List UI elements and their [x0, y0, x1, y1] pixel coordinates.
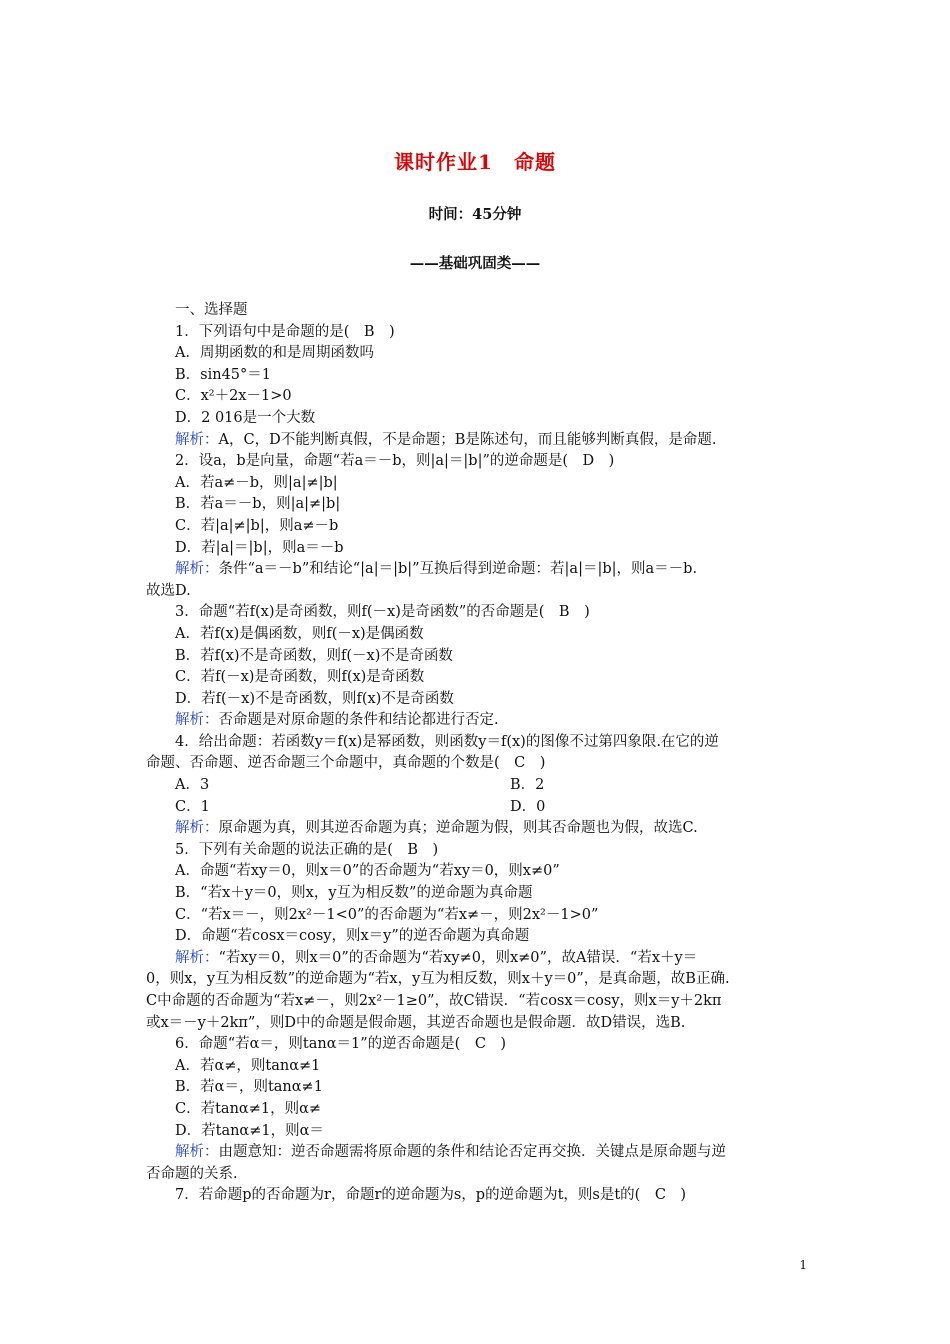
option-6a: A．若α≠，则tanα≠1 [175, 1057, 321, 1074]
option-4a: A．3 [175, 777, 210, 794]
option-4c: C．1 [175, 798, 210, 815]
question-5-stem: 5．下列有关命题的说法正确的是( B ) [175, 841, 439, 858]
analysis-6-cont: 否命题的关系. [146, 1165, 238, 1182]
option-4b: B．2 [510, 777, 545, 794]
analysis-5-cont: 或x＝－y＋2kπ”，则D中的命题是假命题，其逆否命题也是假命题．故D错误，选B. [146, 1014, 686, 1031]
time-limit: 时间：45分钟 [428, 206, 522, 223]
analysis-3: 解析：否命题是对原命题的条件和结论都进行否定. [175, 712, 499, 729]
option-1b: B．sin45°＝1 [175, 366, 271, 383]
option-3d: D．若f(－x)不是奇函数，则f(x)不是奇函数 [175, 690, 454, 707]
analysis-label: 解析： [175, 820, 219, 837]
analysis-2: 解析：条件“a＝－b”和结论“|a|＝|b|”互换后得到逆命题：若|a|＝|b|，则a＝－b. [175, 561, 698, 578]
question-7-stem: 7．若命题p的否命题为r，命题r的逆命题为s，p的逆命题为t，则s是t的( C ) [175, 1187, 687, 1204]
option-2b: B．若a＝－b，则|a|≠|b| [175, 496, 341, 513]
option-1c: C．x²＋2x－1>0 [175, 388, 292, 405]
question-4-stem-cont: 命题、否命题、逆否命题三个命题中，真命题的个数是( C ) [146, 755, 546, 772]
option-3b: B．若f(x)不是奇函数，则f(－x)不是奇函数 [175, 647, 453, 664]
options-4-row2 [146, 797, 808, 819]
analysis-label: 解析： [175, 431, 219, 448]
option-2c: C．若|a|≠|b|，则a≠－b [175, 517, 339, 534]
analysis-label: 解析： [175, 712, 219, 729]
option-5a: A．命题“若xy＝0，则x＝0”的否命题为“若xy＝0，则x≠0” [175, 863, 560, 880]
part-heading: 一、选择题 [175, 302, 248, 318]
analysis-5: 解析：“若xy＝0，则x＝0”的否命题为“若xy≠0，则x≠0”，故A错误．“若x＋y＝ [175, 949, 698, 966]
option-1a: A．周期函数的和是周期函数吗 [175, 345, 374, 362]
analysis-2-cont: 故选D. [146, 582, 191, 599]
analysis-1: 解析：A，C，D不能判断真假，不是命题；B是陈述句，而且能够判断真假，是命题. [175, 431, 717, 448]
question-4-stem: 4．给出命题：若函数y＝f(x)是幂函数，则函数y＝f(x)的图像不过第四象限.在它的逆 [175, 733, 719, 750]
question-body [146, 300, 808, 1207]
analysis-label: 解析： [175, 561, 219, 578]
option-6c: C．若tanα≠1，则α≠ [175, 1100, 322, 1117]
option-2a: A．若a≠－b，则|a|≠|b| [175, 474, 338, 491]
analysis-5-cont: C中命题的否命题为“若x≠－，则2x²－1≥0”，故C错误．“若cosx＝cosy，则x＝y＋2kπ [146, 993, 722, 1009]
analysis-5-cont: 0，则x，y互为相反数”的逆命题为“若x，y互为相反数，则x＋y＝0”，是真命题，故B正确. [146, 971, 730, 988]
option-6b: B．若α＝，则tanα≠1 [175, 1079, 323, 1096]
question-6-stem: 6．命题“若α＝，则tanα＝1”的逆否命题是( C ) [175, 1036, 507, 1053]
option-3c: C．若f(－x)是奇函数，则f(x)是奇函数 [175, 669, 425, 686]
analysis-4: 解析：原命题为真，则其逆否命题为真；逆命题为假，则其否命题也为假，故选C. [175, 820, 698, 837]
page-number: 1 [799, 1258, 807, 1272]
option-4d: D．0 [510, 798, 546, 815]
analysis-6: 解析：由题意知：逆否命题需将原命题的条件和结论否定再交换．关键点是原命题与逆 [175, 1144, 726, 1161]
question-2-stem: 2．设a，b是向量，命题“若a＝－b，则|a|＝|b|”的逆命题是( D ) [175, 453, 615, 470]
option-2d: D．若|a|＝|b|，则a＝－b [175, 539, 344, 556]
section-heading: ——基础巩固类—— [409, 255, 541, 272]
analysis-label: 解析： [175, 1144, 219, 1161]
page-title: 课时作业1 命题 [394, 150, 556, 174]
option-5b: B．“若x＋y＝0，则x，y互为相反数”的逆命题为真命题 [175, 885, 533, 902]
analysis-label: 解析： [175, 949, 219, 966]
question-3-stem: 3．命题“若f(x)是奇函数，则f(－x)是奇函数”的否命题是( B ) [175, 604, 590, 621]
question-1-stem: 1．下列语句中是命题的是( B ) [175, 323, 395, 340]
option-6d: D．若tanα≠1，则α＝ [175, 1122, 324, 1139]
option-1d: D．2 016是一个大数 [175, 409, 316, 426]
options-4-row1 [146, 775, 808, 797]
option-5d: D．命题“若cosx＝cosy，则x＝y”的逆否命题为真命题 [175, 928, 530, 945]
option-3a: A．若f(x)是偶函数，则f(－x)是偶函数 [175, 625, 424, 642]
option-5c: C．“若x＝－，则2x²－1<0”的否命题为“若x≠－，则2x²－1>0” [175, 906, 599, 923]
